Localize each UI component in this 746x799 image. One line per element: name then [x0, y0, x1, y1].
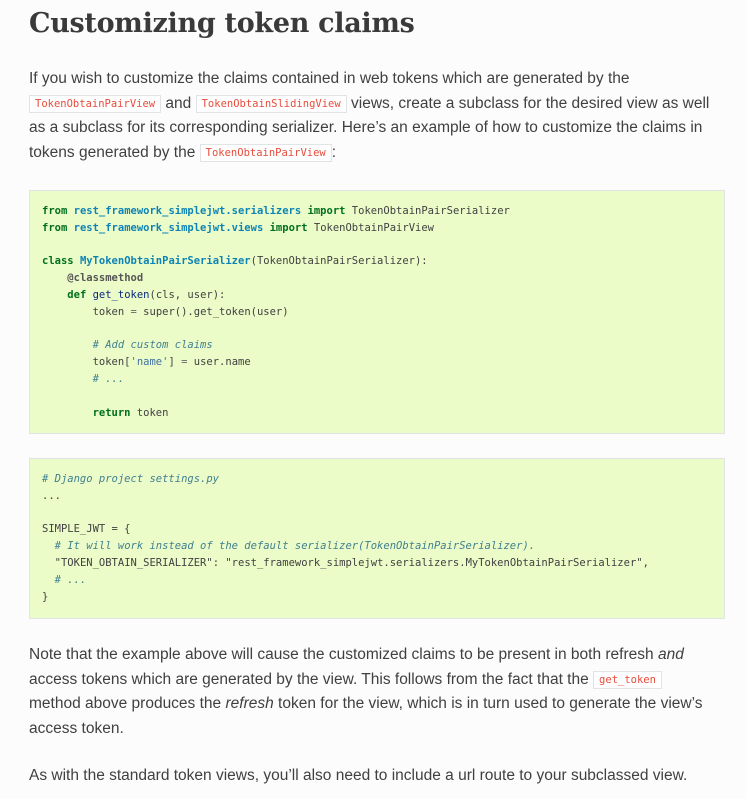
note-text-2: access tokens which are generated by the view. This follows from the fact that the: [29, 670, 589, 688]
intro-text-4: :: [331, 143, 337, 161]
inline-code-token-obtain-sliding-view: TokenObtainSlidingView: [196, 95, 347, 113]
note-text-3: method above produces the: [29, 695, 222, 713]
settings-code-block: # Django project settings.py ... SIMPLE_JWT = { # It will work instead of the default serializer(TokenObtainPairSerializer). "TOKEN_OBTAIN_SERIALIZER": "rest_framework_simplejwt.serializers.MyTokenObtainPairSerializer", # ... }: [29, 458, 725, 619]
note-emphasis-and: and: [657, 646, 684, 663]
inline-code-token-obtain-pair-view-2: TokenObtainPairView: [200, 144, 332, 162]
note-emphasis-refresh: refresh: [225, 695, 274, 713]
inline-code-get-token: get_token: [593, 671, 662, 689]
note-text-4: token for the view, which is in turn used to generate the view’s access token.: [29, 695, 703, 737]
note-paragraph: [29, 643, 725, 741]
intro-paragraph: [29, 67, 725, 165]
section-heading: Customizing token claims: [29, 8, 415, 39]
intro-text-2: and: [165, 94, 192, 112]
url-route-paragraph: As with the standard token views, you’ll also need to include a url route to your subclassed view.: [29, 767, 688, 784]
note-text-1: Note that the example above will cause the customized claims to be present in both refresh: [29, 646, 654, 663]
inline-code-token-obtain-pair-view: TokenObtainPairView: [29, 95, 161, 113]
intro-text-1: If you wish to customize the claims contained in web tokens which are generated by the: [29, 70, 630, 87]
serializer-code-block: from rest_framework_simplejwt.serializers import TokenObtainPairSerializer from rest_framework_simplejwt.views import TokenObtainPairView class MyTokenObtainPairSerializer(TokenObtainPairSerializer): @classmethod def get_token(cls, user): token = super().get_token(user) # Add custom claims token['name'] = user.name # ... return token: [29, 190, 725, 434]
intro-text-3: views, create a subclass for the desired view as well as a subclass for its corresponding serializer. Here’s an example of how to customize the claims in tokens generated by the: [29, 94, 710, 161]
